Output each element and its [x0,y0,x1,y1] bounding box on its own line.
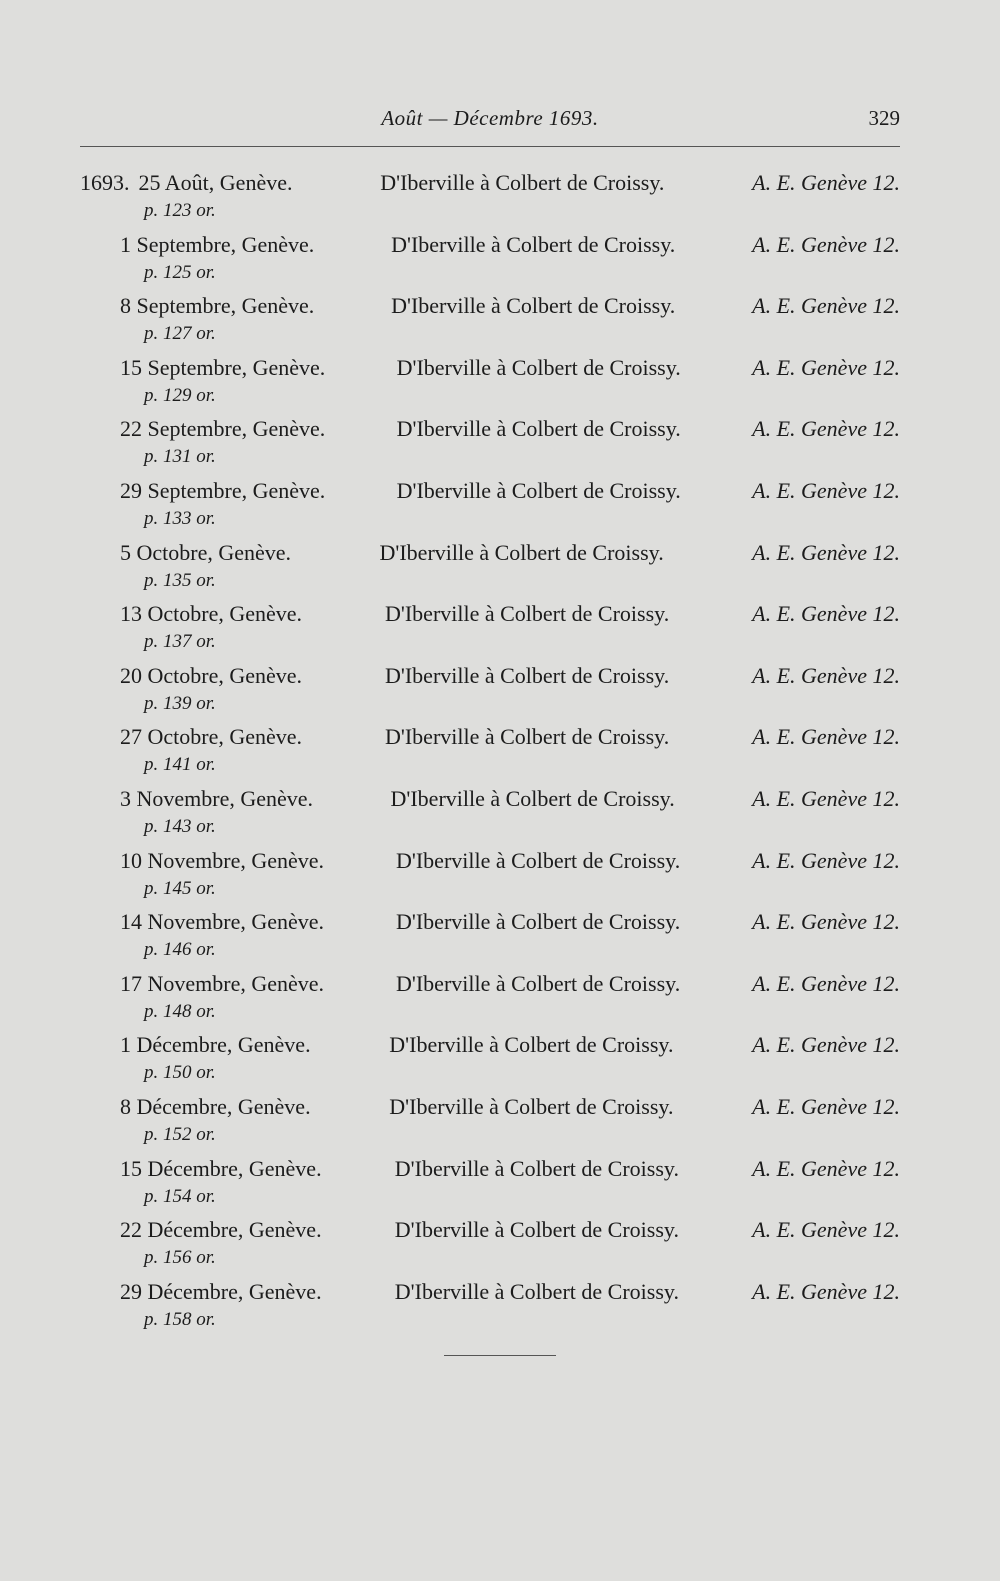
entry-line [80,230,900,260]
entry-line [80,1215,900,1245]
entry-text: D'Iberville à Colbert de Croissy. [389,1032,674,1058]
entry-text: D'Iberville à Colbert de Croissy. [389,1093,674,1119]
entry-reference: p. 125 or. [144,261,216,283]
running-head [80,106,900,142]
entry-reference: p. 141 or. [144,754,216,776]
entry-text: D'Iberville à Colbert de Croissy. [385,724,670,750]
list-item [80,1215,900,1277]
entry-date: 5 Octobre, Genève. [120,539,292,565]
entry-line [80,414,900,444]
entry-date: 25 Août, Genève. [138,170,293,195]
entry-date-group [120,1030,311,1060]
list-item [80,846,900,908]
entry-line [80,969,900,999]
entry-date-group [120,722,302,752]
entry-reference: p. 156 or. [144,1247,216,1269]
list-item [80,1030,900,1092]
entry-source: A. E. Genève 12. [752,785,900,811]
entry-date: 8 Septembre, Genève. [120,293,315,319]
list-item [80,353,900,415]
entry-date: 22 Décembre, Genève. [120,1217,322,1243]
list-item [80,907,900,969]
entry-reference: p. 146 or. [144,939,216,961]
entry-source: A. E. Genève 12. [752,847,900,873]
entry-source: A. E. Genève 12. [752,1217,900,1243]
entry-date-group [120,1277,322,1307]
entry-year: 1693. [80,170,130,195]
entry-date-group [80,168,292,198]
entry-date: 15 Septembre, Genève. [120,354,326,380]
entry-reference: p. 123 or. [144,200,216,221]
list-item [80,1092,900,1154]
entry-text: D'Iberville à Colbert de Croissy. [396,909,681,935]
entry-date-group [120,414,325,444]
entry-line [80,353,900,383]
entry-text: D'Iberville à Colbert de Croissy. [385,662,670,688]
page-number: 329 [868,106,900,130]
entry-date: 13 Octobre, Genève. [120,601,303,627]
entry-line [80,538,900,568]
entry-date-group [120,291,314,321]
entry-date: 8 Décembre, Genève. [120,1093,311,1119]
entry-source: A. E. Genève 12. [752,1032,900,1058]
entry-source: A. E. Genève 12. [752,539,900,565]
entry-date: 15 Décembre, Genève. [120,1155,322,1181]
entry-date: 29 Septembre, Genève. [120,477,326,503]
entry-text: D'Iberville à Colbert de Croissy. [396,354,681,380]
entry-reference: p. 154 or. [144,1185,216,1207]
entry-date: 27 Octobre, Genève. [120,724,303,750]
entry-reference: p. 145 or. [144,877,216,899]
entry-date-group [120,1215,322,1245]
entry-source: A. E. Genève 12. [752,909,900,935]
entry-date-group [120,784,313,814]
entry-source: A. E. Genève 12. [752,1155,900,1181]
entry-reference: p. 148 or. [144,1000,216,1022]
entry-source: A. E. Genève 12. [752,662,900,688]
list-item [80,1154,900,1216]
entry-text: D'Iberville à Colbert de Croissy. [396,416,681,442]
list-item [80,414,900,476]
entry-date: 3 Novembre, Genève. [120,785,314,811]
entry-line [80,1092,900,1122]
entry-date-group [120,846,324,876]
entry-reference: p. 139 or. [144,692,216,714]
entry-text: D'Iberville à Colbert de Croissy. [390,785,675,811]
entry-text: D'Iberville à Colbert de Croissy. [394,1217,679,1243]
entry-source: A. E. Genève 12. [752,170,900,195]
entry-date-group [120,476,325,506]
entry-reference: p. 135 or. [144,569,216,591]
entry-line [80,1154,900,1184]
list-item [80,1277,900,1339]
entry-date: 20 Octobre, Genève. [120,662,303,688]
entry-source: A. E. Genève 12. [752,293,900,319]
entry-line [80,1277,900,1307]
entry-date-group [120,1154,322,1184]
entry-date-group [120,661,302,691]
entry-source: A. E. Genève 12. [752,601,900,627]
list-item [80,538,900,600]
list-item [80,168,900,230]
entry-line [80,1030,900,1060]
entry-date-group [120,969,324,999]
entry-date-group [120,230,314,260]
entry-text: D'Iberville à Colbert de Croissy. [391,293,676,319]
header-rule [80,146,900,147]
list-item [80,661,900,723]
list-item [80,230,900,292]
entry-reference: p. 143 or. [144,815,216,837]
entry-line [80,661,900,691]
entry-text: D'Iberville à Colbert de Croissy. [396,970,681,996]
entry-source: A. E. Genève 12. [752,416,900,442]
entry-date: 22 Septembre, Genève. [120,416,326,442]
entry-date-group [120,353,325,383]
entry-line [80,722,900,752]
entry-line [80,168,900,198]
entry-text: D'Iberville à Colbert de Croissy. [385,601,670,627]
running-title: Août — Décembre 1693. [381,106,599,130]
entry-source: A. E. Genève 12. [752,1093,900,1119]
entry-text: D'Iberville à Colbert de Croissy. [379,539,664,565]
entry-reference: p. 150 or. [144,1062,216,1084]
list-item [80,291,900,353]
entry-date-group [120,538,291,568]
entry-text: D'Iberville à Colbert de Croissy. [396,847,681,873]
entry-list [80,168,900,1338]
entry-date: 29 Décembre, Genève. [120,1278,322,1304]
entry-text: D'Iberville à Colbert de Croissy. [394,1155,679,1181]
list-item [80,599,900,661]
entry-text: D'Iberville à Colbert de Croissy. [396,477,681,503]
entry-reference: p. 152 or. [144,1123,216,1145]
entry-source: A. E. Genève 12. [752,477,900,503]
entry-line [80,476,900,506]
entry-source: A. E. Genève 12. [752,970,900,996]
list-item [80,784,900,846]
entry-text: D'Iberville à Colbert de Croissy. [380,170,665,195]
entry-reference: p. 158 or. [144,1308,216,1330]
entry-date: 10 Novembre, Genève. [120,847,325,873]
entry-text: D'Iberville à Colbert de Croissy. [394,1278,679,1304]
entry-line [80,846,900,876]
entry-source: A. E. Genève 12. [752,724,900,750]
entry-date: 1 Décembre, Genève. [120,1032,311,1058]
entry-line [80,599,900,629]
entry-reference: p. 129 or. [144,384,216,406]
entry-date-group [120,599,302,629]
entry-reference: p. 127 or. [144,323,216,345]
entry-date: 17 Novembre, Genève. [120,970,325,996]
entry-date: 14 Novembre, Genève. [120,909,325,935]
entry-line [80,907,900,937]
entry-source: A. E. Genève 12. [752,231,900,257]
footer-rule [444,1355,556,1356]
entry-line [80,784,900,814]
entry-source: A. E. Genève 12. [752,1278,900,1304]
entry-date-group [120,1092,311,1122]
entry-reference: p. 137 or. [144,631,216,653]
list-item [80,969,900,1031]
entry-date: 1 Septembre, Genève. [120,231,315,257]
list-item [80,476,900,538]
entry-line [80,291,900,321]
entry-date-group [120,907,324,937]
entry-source: A. E. Genève 12. [752,354,900,380]
entry-text: D'Iberville à Colbert de Croissy. [391,231,676,257]
list-item [80,722,900,784]
entry-reference: p. 131 or. [144,446,216,468]
entry-reference: p. 133 or. [144,507,216,529]
